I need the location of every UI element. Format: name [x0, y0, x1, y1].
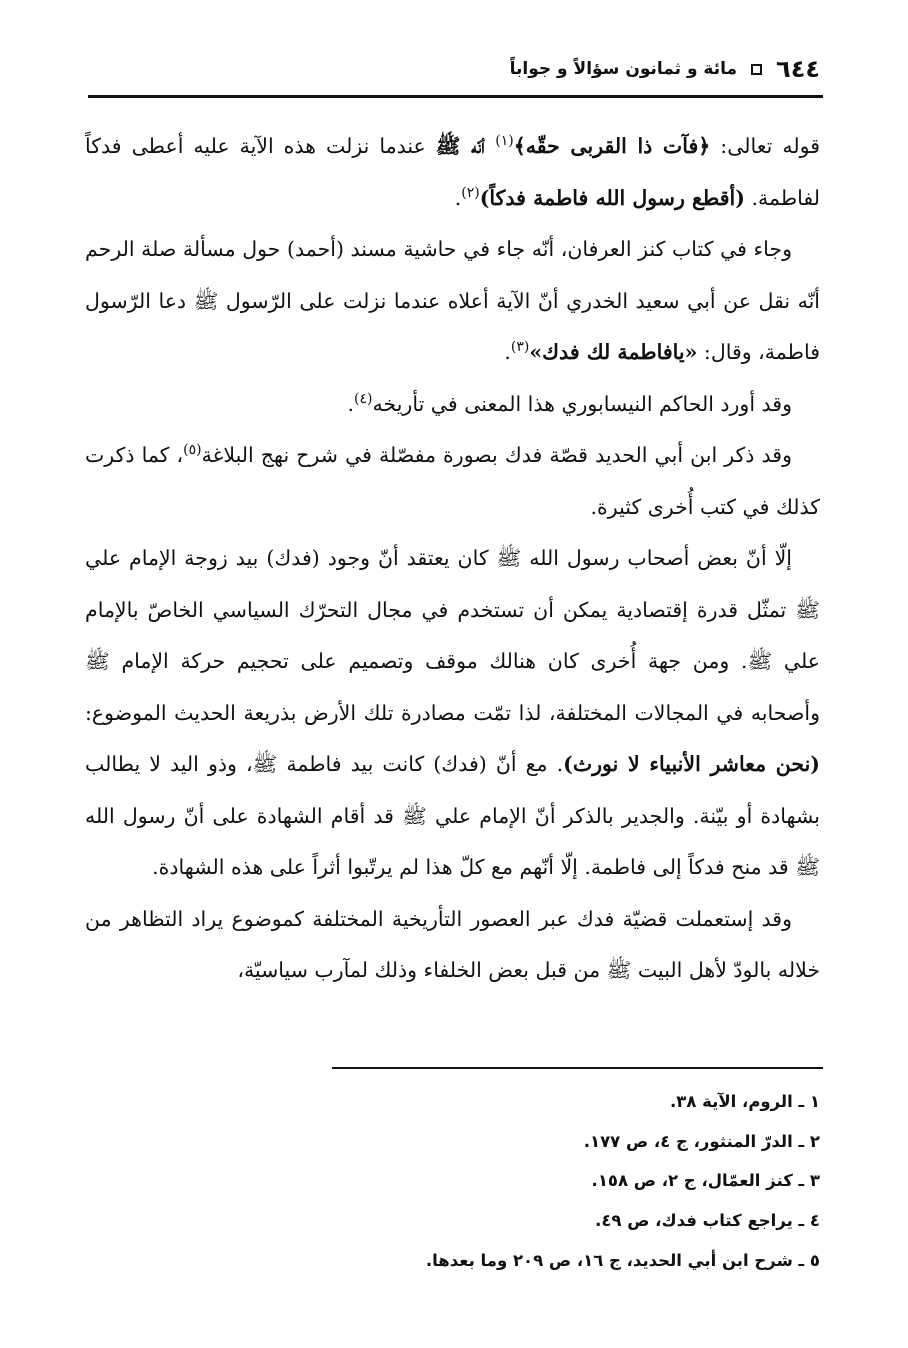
footnote-ref: (٣)	[510, 339, 530, 356]
paragraph	[85, 379, 820, 431]
body-text	[85, 121, 820, 997]
footnote-ref: (٢)	[461, 184, 480, 201]
paragraph	[85, 121, 820, 224]
text-run: قوله تعالى:	[710, 134, 820, 158]
text-run: وجاء في كتاب كنز العرفان، أنّه جاء في حاشية مسند (أحمد) حول مسألة صلة الرحم أنّه نقل عن أبي سعيد الخدري أنّ الآية أعلاه عندما نزلت على الرّسول ﷺ دعا الرّسول فاطمة، وقال:	[85, 237, 820, 364]
footnote-ref: (١)	[495, 133, 514, 150]
footnote: ٣ ـ كنز العمّال، ج ٢، ص ١٥٨.	[591, 1171, 820, 1191]
paragraph	[85, 224, 820, 379]
footnote: ٢ ـ الدرّ المنثور، ج ٤، ص ١٧٧.	[583, 1131, 820, 1151]
paragraph	[85, 533, 820, 894]
emphasis-text: ﴿فآت ذا القربى حقّه﴾	[513, 134, 711, 158]
running-header	[85, 52, 820, 86]
emphasis-text: أنّه ﷺ	[435, 134, 496, 158]
text-run: .	[504, 340, 511, 364]
footnote: ٥ ـ شرح ابن أبي الحديد، ج ١٦، ص ٢٠٩ وما بعدها.	[425, 1250, 820, 1270]
text-run: وقد إستعملت قضيّة فدك عبر العصور التأريخية المختلفة كموضوع يراد التظاهر من خلاله بالودّ لأهل البيت ﷺ من قبل بعض الخلفاء وذلك لمآرب سياسيّة،	[85, 906, 820, 982]
text-run: .	[454, 185, 462, 210]
footnote: ١ ـ الروم، الآية ٣٨.	[669, 1092, 820, 1111]
text-run: ، كما ذكرت كذلك في كتب أُخرى كثيرة.	[85, 443, 820, 519]
footnote: ٤ ـ يراجع كتاب فدك، ص ٤٩.	[595, 1211, 820, 1231]
emphasis-text: «يافاطمة لك فدك»	[529, 340, 698, 364]
header-rule	[88, 95, 823, 98]
footnote-ref: (٤)	[354, 390, 373, 407]
emphasis-text: (أقطع رسول الله فاطمة فدكاً)	[479, 185, 745, 210]
footnote-rule	[332, 1067, 823, 1069]
paragraph	[85, 894, 820, 997]
text-run: وقد أورد الحاكم النيسابوري هذا المعنى في تأريخه	[372, 391, 792, 416]
book-title: مائة و ثمانون سؤالاً و جواباً	[509, 59, 738, 79]
emphasis-text: (نحن معاشر الأنبياء لا نورث)	[563, 752, 820, 776]
text-run: .	[347, 391, 355, 416]
text-run: إلّا أنّ بعض أصحاب رسول الله ﷺ كان يعتقد أنّ وجود (فدك) بيد زوجة الإمام علي ﷺ تمثّل قدرة إقتصادية يمكن أن تستخدم في مجال التحرّك السياسي الخاصّ بالإمام علي ﷺ. ومن جهة أُخرى كان هنالك موقف وتصميم على تحجيم حركة الإمام ﷺ وأصحابه في المجالات المختلفة، لذا تمّت مصادرة تلك الأرض بذريعة الحديث الموضوع:	[85, 546, 820, 725]
square-bullet-icon	[751, 64, 762, 75]
footnotes	[85, 1082, 820, 1281]
text-run: عندما نزلت هذه الآية عليه أعطى فدكاً لفاطمة.	[85, 134, 820, 210]
text-run: . مع أنّ (فدك) كانت بيد فاطمة ﷺ، وذو اليد لا يطالب بشهادة أو بيّنة. والجدير بالذكر أنّ الإمام علي ﷺ قد أقام الشهادة على أنّ رسول الله ﷺ قد منح فدكاً إلى فاطمة. إلّا أنّهم مع كلّ هذا لم يرتّبوا أثراً على هذه الشهادة.	[85, 752, 820, 879]
paragraph	[85, 430, 820, 533]
page-number: ٦٤٤	[776, 55, 820, 83]
footnote-ref: (٥)	[183, 442, 202, 459]
text-run: وقد ذكر ابن أبي الحديد قصّة فدك بصورة مفصّلة في شرح نهج البلاغة	[201, 443, 792, 467]
